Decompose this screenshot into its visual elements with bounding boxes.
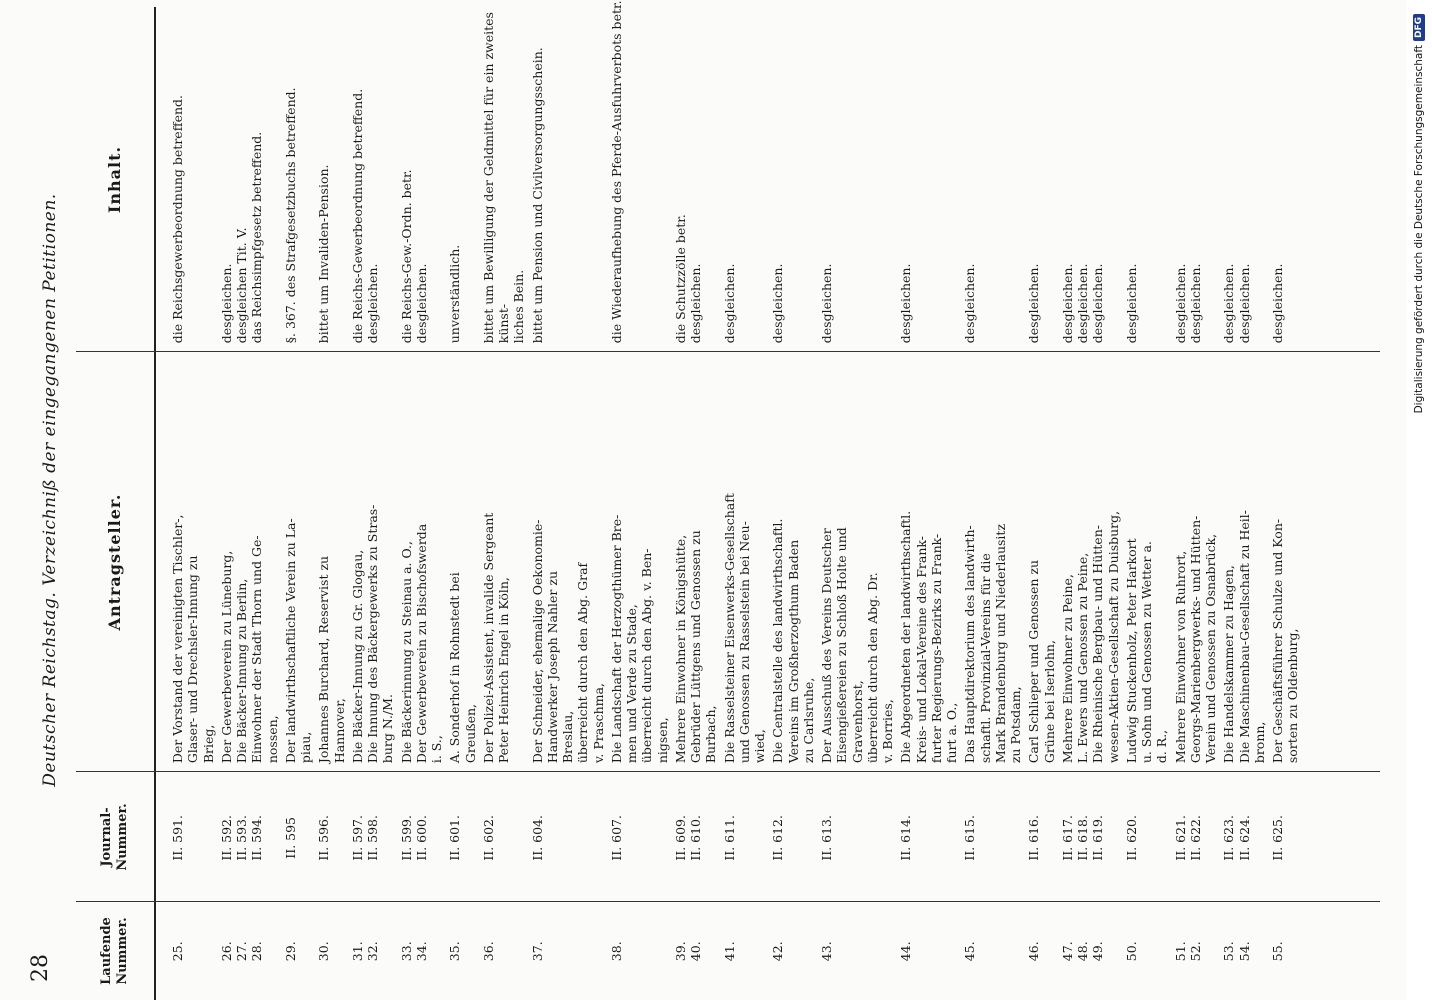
table-row — [283, 0, 314, 1000]
petition-table-body — [170, 0, 1304, 1000]
inhalt-cell: die Reichsgewerbeordnung betreffend. — [170, 95, 185, 344]
laufende-nummer-cell: 42. — [770, 941, 786, 962]
antragsteller-cell: Die Abgeordneten der landwirthschaftl. Kreis- und Lokal-Vereine des Frank- furter Regierungs-Bezirks zu Frank- furt a. O., — [898, 510, 959, 764]
inhalt-cell: desgleichen. — [819, 263, 834, 344]
antragsteller-cell: Der Ausschuß des Vereins Deutscher Eisengießereien zu Schloß Holte und Gravenhorst, überreicht durch den Abg. Dr. v. Borries, — [819, 527, 895, 764]
table-row — [609, 0, 670, 1000]
journal-nummer-cell: II. 620. — [1123, 815, 1139, 861]
laufende-nummer-cell: 46. — [1026, 941, 1042, 962]
inhalt-cell: desgleichen. desgleichen. — [1172, 263, 1203, 344]
journal-nummer-cell: II. 609. II. 610. — [672, 815, 703, 861]
table-row — [481, 0, 527, 1000]
table-row — [1221, 0, 1267, 1000]
journal-nummer-cell: II. 601. — [447, 815, 463, 861]
inhalt-cell: bittet um Bewilligung der Geldmittel für ein zweites künst- liches Bein. — [480, 12, 527, 344]
journal-nummer-cell: II. 597. II. 598. — [349, 815, 380, 861]
laufende-nummer-cell: 25. — [170, 941, 185, 962]
table-row — [219, 0, 280, 1000]
page-number: 28 — [28, 954, 53, 982]
table-row — [722, 0, 768, 1000]
antragsteller-cell: Mehrere Einwohner zu Peine, L. Ewers und Genossen zu Peine, Die Rheinische Bergbau- und Hütten- wesen-Aktien-Gesellschaft zu Duisburg, — [1059, 510, 1121, 764]
inhalt-cell: desgleichen. — [1123, 263, 1139, 344]
table-row — [399, 0, 445, 1000]
antragsteller-cell: Der Geschäftsführer Schulze und Kon- sorten zu Oldenburg, — [1270, 518, 1301, 764]
antragsteller-cell: Mehrere Einwohner in Königshütte, Gebrüder Lüttgens und Genossen zu Burbach, — [672, 530, 719, 764]
inhalt-cell: desgleichen. desgleichen. — [1221, 263, 1252, 344]
journal-nummer-cell: II. 621. II. 622. — [1172, 815, 1203, 861]
journal-nummer-cell: II. 615. — [962, 815, 978, 861]
laufende-nummer-cell: 41. — [721, 941, 737, 962]
inhalt-cell: desgleichen. — [770, 263, 786, 344]
inhalt-cell: desgleichen. — [721, 263, 737, 344]
table-row — [530, 0, 606, 1000]
antragsteller-cell: Der Polizei-Assistent, invalide Sergeant Peter Heinrich Engel in Köln, — [480, 512, 511, 764]
table-row — [673, 0, 719, 1000]
antragsteller-cell: Die Rasselsteiner Eisenwerks-Gesellschaft und Genossen zu Rasselstein bei Neu- wied, — [721, 493, 767, 764]
inhalt-cell: desgleichen. — [1026, 263, 1042, 344]
dfg-banner-text: Digitalisierung gefördert durch die Deutsche Forschungsgemeinschaft — [1413, 45, 1425, 414]
antragsteller-cell: A. Sonderhof in Rohnstedt bei Greußen, — [447, 572, 478, 764]
laufende-nummer-cell: 30. — [316, 941, 332, 962]
column-header-label: Inhalt. — [105, 145, 125, 214]
column-header-label: Antragsteller. — [105, 493, 125, 631]
antragsteller-cell: Die Centralstelle des landwirthschaftl. Vereins im Großherzogthum Baden zu Carlsruhe, — [770, 518, 816, 764]
inhalt-cell: desgleichen. — [898, 263, 914, 344]
journal-nummer-cell: II. 617. II. 618. II. 619. — [1059, 815, 1106, 861]
journal-nummer-cell: II. 596. — [316, 815, 332, 861]
table-row — [447, 0, 478, 1000]
column-header-inhalt — [76, 7, 156, 352]
laufende-nummer-cell: 29. — [282, 941, 298, 962]
journal-nummer-cell: II. 613. — [819, 815, 834, 861]
dfg-logo: DFG — [1413, 14, 1425, 41]
table-row — [819, 0, 895, 1000]
table-row — [1173, 0, 1219, 1000]
inhalt-cell: bittet um Invaliden-Pension. — [316, 164, 332, 344]
journal-nummer-cell: II. 592. II. 593. II. 594. — [218, 815, 265, 861]
laufende-nummer-cell: 44. — [898, 941, 914, 962]
journal-nummer-cell: II. 616. — [1026, 815, 1042, 861]
antragsteller-cell: Mehrere Einwohner von Ruhrort, Georgs-Marienbergwerks- und Hütten- Verein und Genossen zu Osnabrück, — [1172, 515, 1218, 764]
column-header-antragsteller — [76, 352, 156, 772]
laufende-nummer-cell: 47. 48. 49. — [1059, 941, 1106, 962]
table-row — [1026, 0, 1057, 1000]
antragsteller-cell: Der landwirthschaftliche Verein zu La- piau, — [282, 518, 313, 764]
column-header-label: Journal- Nummer. — [99, 803, 130, 871]
journal-nummer-cell: II. 602. — [480, 815, 496, 861]
journal-nummer-cell: II. 607. — [608, 815, 624, 861]
dfg-side-banner — [1406, 0, 1432, 1000]
page-title: Deutscher Reichstag. Verzeichniß der eingegangenen Petitionen. — [40, 193, 60, 787]
antragsteller-cell: Ludwig Stuckenholz, Peter Harkort u. Sohn und Genossen zu Wetter a. d. R., — [1123, 538, 1170, 764]
antragsteller-cell: Der Schneider, ehemalige Oekonomie- Handwerker Joseph Nahler zu Breslau, überreicht durch den Abg. Graf v. Praschma, — [529, 519, 606, 764]
laufende-nummer-cell: 37. — [529, 941, 545, 962]
dfg-banner-content — [1406, 0, 1432, 1000]
table-row — [898, 0, 959, 1000]
table-row — [962, 0, 1023, 1000]
table-row — [1124, 0, 1170, 1000]
table-row — [1270, 0, 1301, 1000]
antragsteller-cell: Die Bäcker-Innung zu Gr. Glogau, Die Innung des Bäckergewerks zu Stras- burg N./M. — [349, 504, 396, 764]
laufende-nummer-cell: 50. — [1123, 941, 1139, 962]
laufende-nummer-cell: 33. 34. — [398, 941, 429, 962]
table-row — [770, 0, 816, 1000]
laufende-nummer-cell: 53. 54. — [1221, 941, 1252, 962]
antragsteller-cell: Carl Schlieper und Genossen zu Grüne bei Iserlohn, — [1026, 559, 1057, 764]
laufende-nummer-cell: 39. 40. — [672, 941, 703, 962]
inhalt-cell: die Wiederaufhebung des Pferde-Ausfuhrverbots betr. — [608, 0, 624, 344]
inhalt-cell: die Reichs-Gewerbeordnung betreffend. desgleichen. — [349, 88, 380, 344]
antragsteller-cell: Der Vorstand der vereinigten Tischler-, Glaser- und Drechsler-Innung zu Brieg, — [170, 514, 216, 764]
inhalt-cell: §. 367. des Strafgesetzbuchs betreffend. — [282, 87, 298, 344]
journal-nummer-cell: II. 611. — [721, 815, 737, 861]
inhalt-cell: desgleichen. desgleichen. desgleichen. — [1059, 263, 1106, 344]
inhalt-cell: bittet um Pension und Civilversorgungsschein. — [529, 47, 545, 344]
journal-nummer-cell: II. 599. II. 600. — [398, 815, 429, 861]
table-row — [170, 0, 216, 1000]
inhalt-cell: die Reichs-Gew.-Ordn. betr. desgleichen. — [398, 169, 429, 344]
laufende-nummer-cell: 35. — [447, 941, 463, 962]
laufende-nummer-cell: 26. 27. 28. — [218, 941, 265, 962]
journal-nummer-cell: II. 604. — [529, 815, 545, 861]
antragsteller-cell: Die Landschaft der Herzogthümer Bre- men und Verde zu Stade, überreicht durch den Abg. v. Ben- nigsen, — [608, 514, 670, 764]
journal-nummer-cell: II. 595 — [282, 817, 298, 859]
table-row — [316, 0, 347, 1000]
journal-nummer-cell: II. 623. II. 624. — [1221, 815, 1252, 861]
antragsteller-cell: Das Hauptdirektorium des landwirth- schaftl. Provinzial-Vereins für die Mark Brandenburg und Niederlausitz zu Potsdam, — [962, 523, 1023, 764]
antragsteller-cell: Johannes Burchard, Reservist zu Hannover, — [316, 555, 347, 764]
table-row — [1060, 0, 1121, 1000]
laufende-nummer-cell: 36. — [480, 941, 496, 962]
laufende-nummer-cell: 55. — [1270, 941, 1285, 962]
column-header-journal-nummer — [76, 772, 156, 902]
journal-nummer-cell: II. 614. — [898, 815, 914, 861]
inhalt-cell: die Schutzzölle betr. desgleichen. — [672, 214, 703, 344]
journal-nummer-cell: II. 625. — [1270, 815, 1285, 861]
laufende-nummer-cell: 45. — [962, 941, 978, 962]
laufende-nummer-cell: 43. — [819, 941, 834, 962]
table-row — [350, 0, 396, 1000]
laufende-nummer-cell: 31. 32. — [349, 941, 380, 962]
antragsteller-cell: Die Handelskammer zu Hagen, Die Maschinenbau-Gesellschaft zu Heil- bronn, — [1221, 509, 1267, 764]
antragsteller-cell: Der Gewerbeverein zu Lüneburg, Die Bäcker-Innung zu Berlin, Einwohner der Stadt Thorn und Ge- nossen, — [218, 535, 280, 764]
column-header-label: Laufende Nummer. — [99, 917, 130, 985]
antragsteller-cell: Die Bäckerinnung zu Steinau a. O., Der Gewerbeverein zu Bischofswerda i. S., — [398, 523, 444, 764]
column-header-laufende-nummer — [76, 902, 156, 1000]
laufende-nummer-cell: 51. 52. — [1172, 941, 1203, 962]
inhalt-cell: desgleichen. desgleichen Tit. V. das Reichsimpfgesetz betreffend. — [218, 131, 265, 344]
journal-nummer-cell: II. 591. — [170, 815, 185, 861]
laufende-nummer-cell: 38. — [608, 941, 624, 962]
journal-nummer-cell: II. 612. — [770, 815, 786, 861]
inhalt-cell: unverständlich. — [447, 244, 463, 344]
inhalt-cell: desgleichen. — [1270, 263, 1285, 344]
inhalt-cell: desgleichen. — [962, 263, 978, 344]
